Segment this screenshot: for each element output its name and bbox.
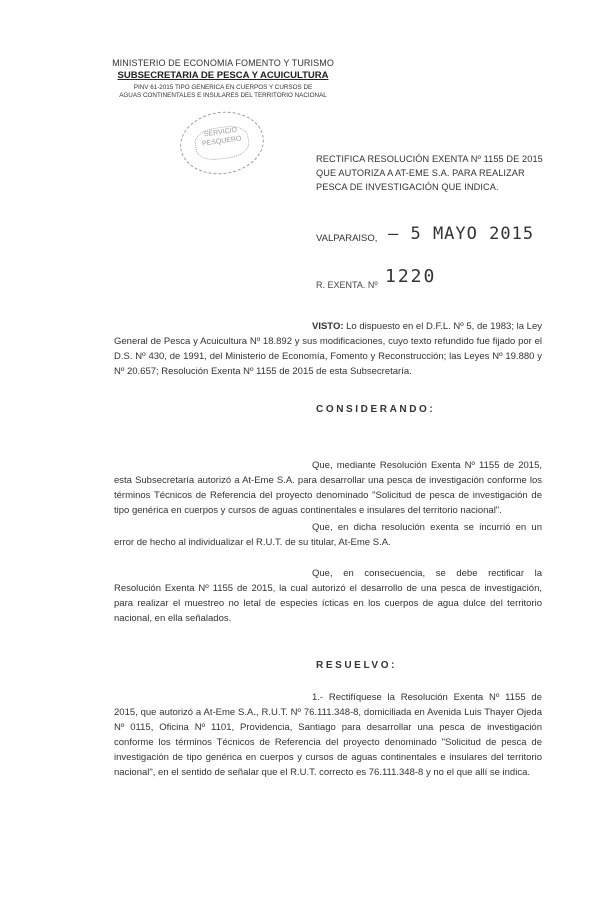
resolution-number: 1220 xyxy=(385,266,437,287)
visto-label: VISTO: xyxy=(312,321,344,332)
resuelvo-heading: RESUELVO: xyxy=(316,660,397,671)
considerando-paragraph-2 xyxy=(114,520,542,550)
resuelvo-paragraph-1 xyxy=(114,690,542,780)
date-stamp: – 5 MAYO 2015 xyxy=(388,224,535,244)
stamp-line-2: PESQUERO xyxy=(201,135,242,148)
visto-paragraph xyxy=(114,319,542,379)
official-stamp xyxy=(176,106,268,179)
visto-text: Lo dispuesto en el D.F.L. Nº 5, de 1983; la Ley General de Pesca y Acuicultura Nº 18.892 y sus modificaciones, cuyo texto refundido fue fijado por el D.S. Nº 430, de 1991, del Ministerio de Economía, Fomento y Reconstrucción; las Leyes Nº 19.880 y Nº 20.657; Resolución Exenta Nº 1155 de 2015 de esta Subsecretaría. xyxy=(114,321,542,377)
subsecretaria-name: SUBSECRETARIA DE PESCA Y ACUICULTURA xyxy=(117,70,329,81)
considerando-paragraph-1 xyxy=(114,458,542,518)
stamp-text xyxy=(193,123,251,162)
considerando-heading: CONSIDERANDO: xyxy=(316,404,436,415)
considerando-text-1: Que, mediante Resolución Exenta Nº 1155 de 2015, esta Subsecretaría autorizó a At-Eme S.A. para desarrollar una pesca de investigación conforme los términos Técnicos de Referencia del proyecto denominado "Solicitud de pesca de investigación de tipo genérica en cuerpos y cursos de aguas continentales e insulares del territorio nacional". xyxy=(114,460,542,516)
project-code xyxy=(108,84,338,100)
project-line-1: PINV 61-2015 TIPO GENERICA EN CUERPOS Y CURSOS DE xyxy=(133,84,313,91)
stamp-line-1: SERVICIO xyxy=(203,126,238,139)
letterhead xyxy=(108,58,338,100)
project-line-2: AGUAS CONTINENTALES E INSULARES DEL TERRITORIO NACIONAL xyxy=(119,92,327,99)
considerando-text-3: Que, en consecuencia, se debe rectificar la Resolución Exenta Nº 1155 de 2015, la cual autorizó el desarrollo de una pesca de investigación, para realizar el muestreo no letal de especies ícticas en los cuerpos de agua dulce del territorio nacional, en ella señalados. xyxy=(114,568,542,624)
place: VALPARAISO, xyxy=(316,233,378,244)
considerando-text-2: Que, en dicha resolución exenta se incurrió en un error de hecho al individualizar el R.U.T. de su titular, At-Eme S.A. xyxy=(114,522,542,548)
resolution-label: R. EXENTA. Nº xyxy=(316,280,378,290)
reference-summary: RECTIFICA RESOLUCIÓN EXENTA Nº 1155 DE 2015 QUE AUTORIZA A AT-EME S.A. PARA REALIZAR PESCA DE INVESTIGACIÓN QUE INDICA. xyxy=(316,154,543,192)
considerando-paragraph-3 xyxy=(114,566,542,626)
ministry-name: MINISTERIO DE ECONOMIA FOMENTO Y TURISMO xyxy=(112,58,334,68)
resuelvo-text-1: 1.- Rectifíquese la Resolución Exenta Nº 1155 de 2015, que autorizó a At-Eme S.A., R.U.T. Nº 76.111.348-8, domiciliada en Avenida Luis Thayer Ojeda Nº 0115, Oficina Nº 1101, Providencia, Santiago para desarrollar una pesca de investigación conforme los términos Técnicos de Referencia del proyecto denominado "Solicitud de pesca de investigación de tipo genérica en cuerpos y cursos de aguas continentales e insulares del territorio nacional", en el sentido de señalar que el R.U.T. correcto es 76.111.348-8 y no el que allí se indica. xyxy=(114,692,542,778)
